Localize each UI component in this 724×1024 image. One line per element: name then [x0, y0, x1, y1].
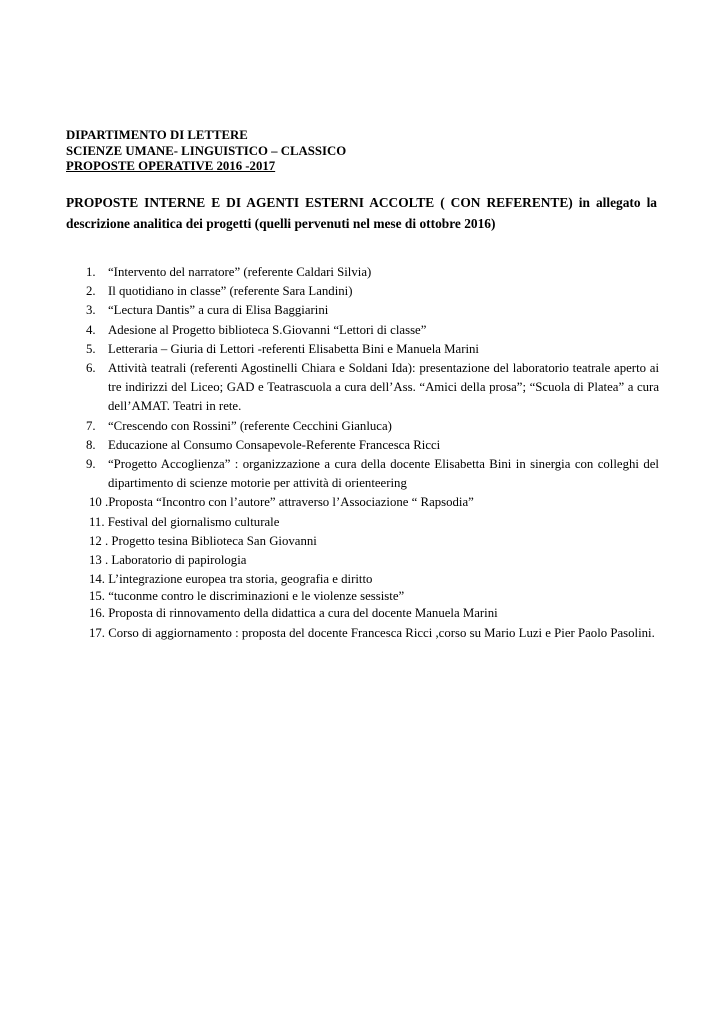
item-number: 3.: [86, 303, 96, 318]
list-item: 13 . Laboratorio di papirologia: [89, 553, 247, 568]
list-item: 15. “tuconme contro le discriminazioni e le violenze sessiste”: [89, 589, 405, 604]
list-item: 17. Corso di aggiornamento : proposta del docente Francesca Ricci ,corso su Mario Luzi e Pier Paolo Pasolini.: [89, 625, 655, 640]
item-number: 2.: [86, 284, 96, 299]
list-item: 10 .Proposta “Incontro con l’autore” attraverso l’Associazione “ Rapsodia”: [89, 495, 474, 510]
list-item: [66, 282, 659, 301]
list-item: [66, 340, 659, 359]
item-text: “Lectura Dantis” a cura di Elisa Baggiarini: [108, 303, 329, 318]
item-text: Il quotidiano in classe” (referente Sara Landini): [108, 284, 353, 299]
item-number: 4.: [86, 322, 96, 337]
item-text: Letteraria – Giuria di Lettori -referenti Elisabetta Bini e Manuela Marini: [108, 341, 479, 356]
item-number: 8.: [86, 437, 96, 452]
item-text: Attività teatrali (referenti Agostinelli Chiara e Soldani Ida): presentazione del laboratorio teatrale aperto ai tre indirizzi del Liceo; GAD e Teatrascuola a cura dell’Ass. “Amici della prosa”; “Scuola di Platea” a cura dell’AMAT. Teatri in rete.: [108, 361, 659, 414]
list-item: 16. Proposta di rinnovamento della didattica a cura del docente Manuela Marini: [89, 606, 498, 621]
list-item: [66, 263, 659, 282]
list-item: [66, 417, 659, 436]
item-number: 7.: [86, 418, 96, 433]
document-title: PROPOSTE OPERATIVE 2016 -2017: [66, 159, 276, 174]
document-header: [66, 128, 666, 175]
list-item: [66, 455, 659, 493]
item-text: “Intervento del narratore” (referente Caldari Silvia): [108, 265, 372, 279]
intro-paragraph: PROPOSTE INTERNE E DI AGENTI ESTERNI ACCOLTE ( CON REFERENTE) in allegato la descrizione analitica dei progetti (quelli pervenuti nel mese di ottobre 2016): [66, 195, 657, 231]
list-item: [66, 321, 659, 340]
item-text: “Progetto Accoglienza” : organizzazione a cura della docente Elisabetta Bini in sinergia con colleghi del dipartimento di scienze motorie per attività di orienteering: [108, 457, 659, 491]
department-title: DIPARTIMENTO DI LETTERE: [66, 128, 248, 142]
list-item: [66, 436, 659, 455]
item-text: Educazione al Consumo Consapevole-Referente Francesca Ricci: [108, 437, 441, 452]
item-number: 6.: [86, 361, 96, 376]
item-text: “Crescendo con Rossini” (referente Cecchini Gianluca): [108, 418, 392, 433]
department-subtitle: SCIENZE UMANE- LINGUISTICO – CLASSICO: [66, 143, 347, 158]
list-item: 14. L’integrazione europea tra storia, geografia e diritto: [89, 572, 373, 587]
list-item: 12 . Progetto tesina Biblioteca San Giovanni: [89, 533, 317, 548]
list-item: [66, 301, 659, 320]
item-number: 9.: [86, 457, 96, 472]
proposals-list: [66, 263, 659, 643]
item-number: 1.: [86, 265, 96, 279]
item-text: Adesione al Progetto biblioteca S.Giovanni “Lettori di classe”: [108, 322, 427, 337]
item-number: 5.: [86, 341, 96, 356]
list-item: [66, 359, 659, 417]
list-item: 11. Festival del giornalismo culturale: [89, 514, 280, 529]
